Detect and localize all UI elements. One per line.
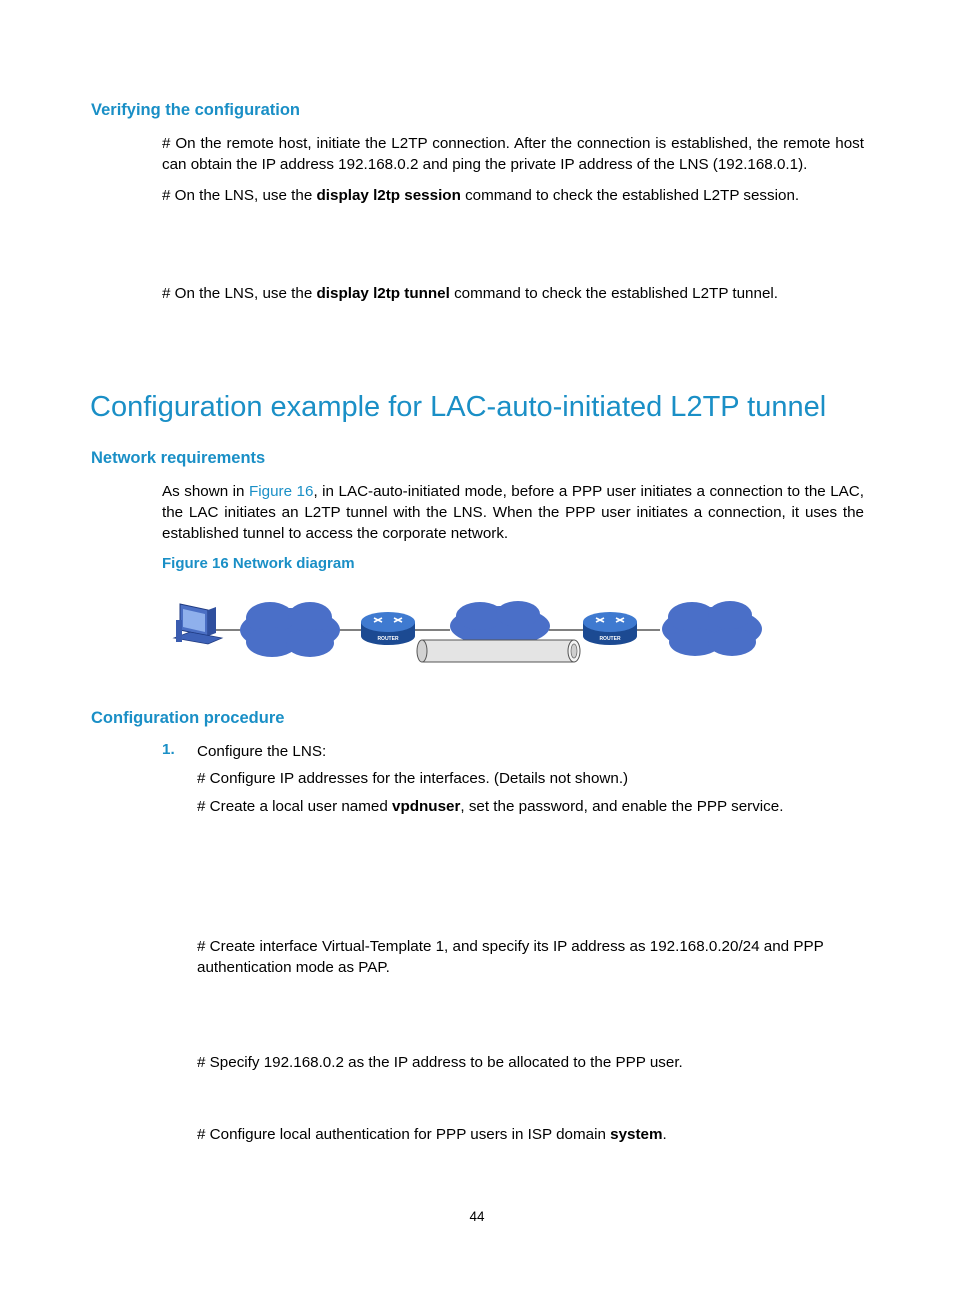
text: # On the LNS, use the: [162, 285, 317, 302]
text: # Configure local authentication for PPP users in ISP domain: [197, 1126, 611, 1143]
page-number: 44: [469, 1209, 485, 1224]
text: command to check the established L2TP session.: [460, 187, 800, 204]
text: , set the password, and enable the PPP service.: [460, 798, 784, 815]
comment-configure-ip: # Configure IP addresses for the interfaces. (Details not shown.): [197, 770, 629, 787]
command-display-l2tp-tunnel: display l2tp tunnel: [316, 285, 450, 302]
section-heading-configuration-procedure: Configuration procedure: [91, 709, 285, 727]
network-diagram: [160, 590, 780, 670]
section-heading-network-requirements: Network requirements: [91, 449, 266, 467]
cloud-icon: [240, 602, 340, 657]
username-vpdnuser: vpdnuser: [392, 798, 461, 815]
figure-16-link[interactable]: Figure 16: [248, 483, 314, 500]
paragraph-network-requirements: [162, 481, 864, 544]
step-number: 1.: [162, 741, 175, 758]
router-label: ROUTER: [377, 636, 399, 642]
text: # Create a local user named: [197, 798, 393, 815]
text: As shown in: [162, 483, 249, 500]
domain-system: system: [610, 1126, 663, 1143]
page-title: Configuration example for LAC-auto-initiated L2TP tunnel: [90, 391, 827, 423]
text: command to check the established L2TP tunnel.: [449, 285, 778, 302]
paragraph-l2tp-tunnel: [162, 283, 864, 304]
comment-virtual-template: # Create interface Virtual-Template 1, and specify its IP address as 192.168.0.20/24 and PPP authentication mode as PAP.: [197, 938, 824, 976]
section-heading-verifying: Verifying the configuration: [91, 101, 301, 119]
router-icon: [583, 612, 637, 645]
l2tp-tunnel-pipe: [417, 640, 580, 662]
router-label: ROUTER: [599, 636, 621, 642]
cloud-icon: [450, 601, 550, 646]
command-display-l2tp-session: display l2tp session: [316, 187, 461, 204]
cloud-icon: [662, 601, 762, 656]
figure-caption: Figure 16 Network diagram: [162, 555, 355, 572]
step-text: Configure the LNS:: [197, 743, 327, 760]
text: # On the LNS, use the: [162, 187, 317, 204]
paragraph-l2tp-session: [162, 185, 864, 206]
text: , in LAC-auto-initiated mode, before a PPP user initiates a connection to the LAC, the LAC initiates an L2TP tunnel with the LNS. When the PPP user initiates a connection, it uses the established tunnel to access the corporate network.: [162, 483, 864, 542]
router-icon: [361, 612, 415, 645]
comment-local-authentication: [197, 1124, 864, 1145]
host-computer-icon: [174, 604, 222, 644]
comment-create-local-user: [197, 796, 864, 817]
comment-ip-pool: # Specify 192.168.0.2 as the IP address to be allocated to the PPP user.: [197, 1054, 683, 1071]
text: .: [662, 1126, 667, 1143]
paragraph-remote-host: # On the remote host, initiate the L2TP connection. After the connection is established, the remote host can obtain the IP address 192.168.0.2 and ping the private IP address of the LNS (192.168.0.1).: [162, 135, 864, 173]
